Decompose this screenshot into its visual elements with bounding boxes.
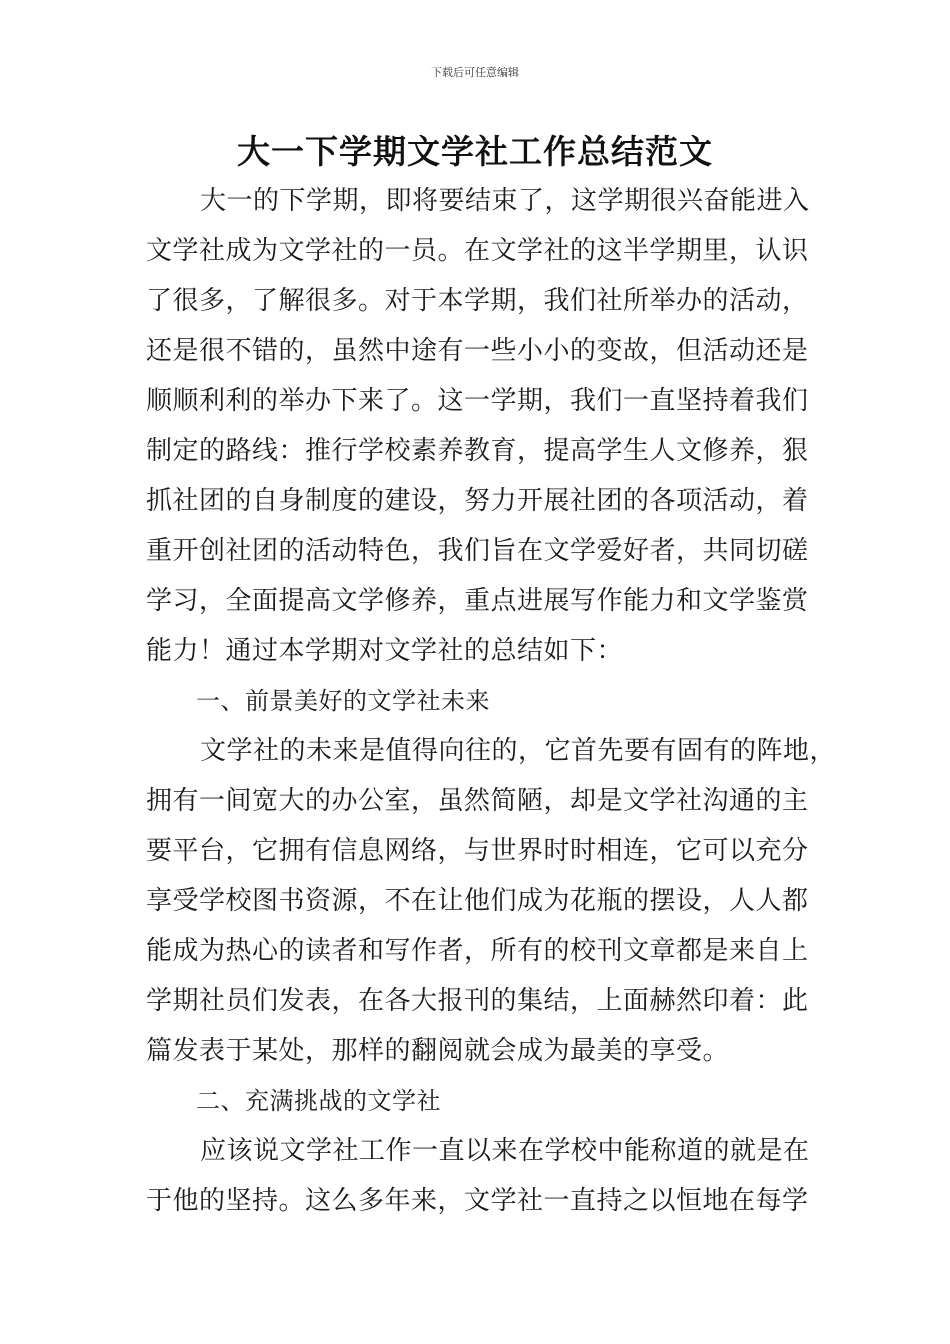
paragraph-line: 文学社成为文学社的一员。在文学社的这半学期里，认识: [146, 236, 809, 266]
document-title: 大一下学期文学社工作总结范文: [237, 132, 713, 171]
paragraph-line: 能力！通过本学期对文学社的总结如下：: [146, 636, 624, 666]
paragraph-line: 应该说文学社工作一直以来在学校中能称道的就是在: [200, 1136, 810, 1166]
paragraph-line: 顺顺利利的举办下来了。这一学期，我们一直坚持着我们: [146, 386, 809, 416]
header-note: 下载后可任意编辑: [431, 66, 519, 79]
paragraph-line: 能成为热心的读者和写作者，所有的校刊文章都是来自上: [146, 936, 809, 966]
paragraph-line: 抓社团的自身制度的建设，努力开展社团的各项活动，着: [146, 486, 809, 516]
paragraph-line: 了很多，了解很多。对于本学期，我们社所举办的活动，: [146, 286, 809, 316]
paragraph-line: 重开创社团的活动特色，我们旨在文学爱好者，共同切磋: [146, 536, 809, 566]
paragraph-line: 还是很不错的，虽然中途有一些小小的变故，但活动还是: [146, 336, 809, 366]
paragraph-line: 拥有一间宽大的办公室，虽然简陋，却是文学社沟通的主: [146, 786, 809, 816]
paragraph-line: 文学社的未来是值得向往的，它首先要有固有的阵地，: [200, 736, 837, 766]
paragraph-line: 学期社员们发表，在各大报刊的集结，上面赫然印着：此: [146, 986, 809, 1016]
paragraph-line: 享受学校图书资源，不在让他们成为花瓶的摆设，人人都: [146, 886, 809, 916]
paragraph-line: 篇发表于某处，那样的翻阅就会成为最美的享受。: [146, 1036, 730, 1066]
paragraph-line: 制定的路线：推行学校素养教育，提高学生人文修养，狠: [146, 436, 809, 466]
paragraph-line: 学习，全面提高文学修养，重点进展写作能力和文学鉴赏: [146, 586, 809, 616]
section-heading: 二、充满挑战的文学社: [196, 1087, 441, 1115]
paragraph-line: 大一的下学期，即将要结束了，这学期很兴奋能进入: [200, 186, 810, 216]
document-body: [146, 176, 837, 1226]
paragraph-line: 于他的坚持。这么多年来，文学社一直持之以恒地在每学: [146, 1186, 809, 1216]
section-heading: 一、前景美好的文学社未来: [196, 687, 490, 715]
paragraph-line: 要平台，它拥有信息网络，与世界时时相连，它可以充分: [146, 836, 809, 866]
